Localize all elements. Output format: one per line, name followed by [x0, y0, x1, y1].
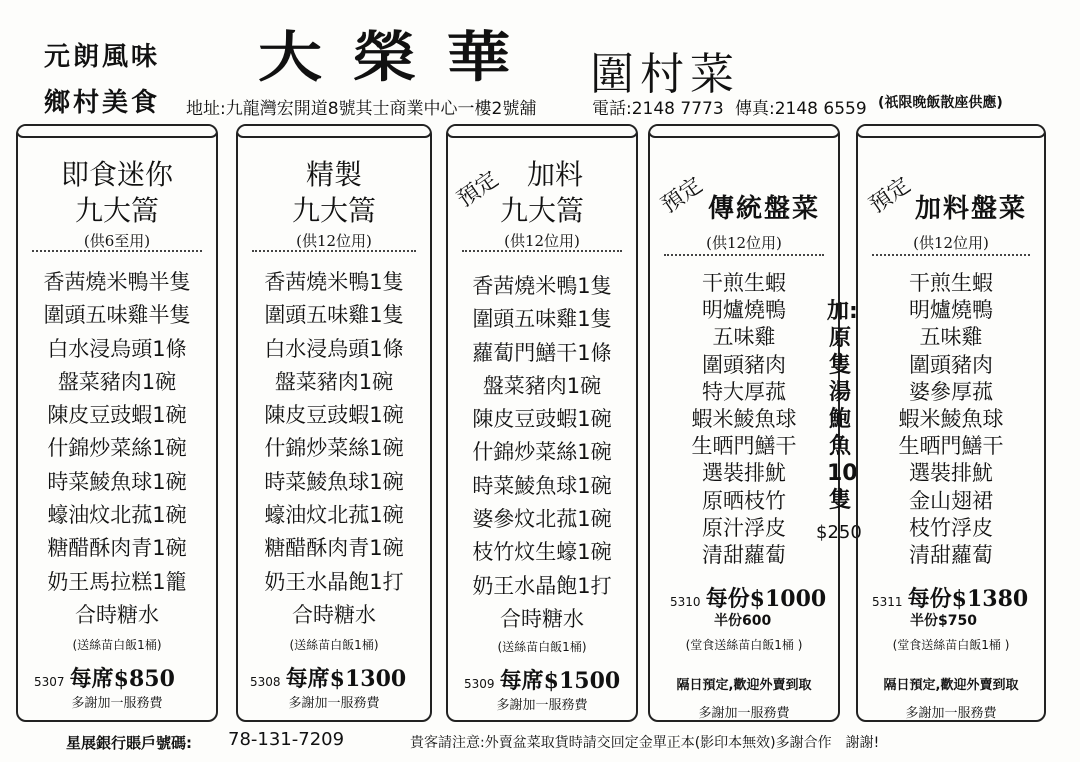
- abalone-addon-price: $250: [816, 522, 862, 543]
- panel-title: 加料盤菜: [914, 194, 1027, 224]
- dish-item: 香茜燒米鴨1隻: [472, 274, 612, 298]
- panel-title: 傳統盤菜: [707, 194, 820, 224]
- panel-title-line-2: 九大篙: [499, 194, 584, 227]
- price-line: [464, 664, 620, 695]
- dish-item: 婆參炆北菰1碗: [472, 507, 612, 532]
- dish-item: 陳皮豆豉蝦1碗: [472, 407, 612, 432]
- price-line: [250, 662, 406, 693]
- dish-item: 盤菜豬肉1碗: [482, 373, 602, 398]
- service-charge: 多謝加一服務費: [288, 696, 380, 711]
- set-code: 5309: [464, 677, 495, 691]
- dish-item: 圍頭五味雞半隻: [43, 303, 191, 328]
- dotted-divider: [462, 250, 622, 252]
- menu-panel-5307: [16, 124, 218, 722]
- dish-item: 盤菜豬肉1碗: [274, 369, 394, 394]
- preorder-tag: 預定: [656, 172, 708, 219]
- dish-item: 枝竹浮皮: [909, 515, 993, 540]
- phone: 電話:2148 7773: [592, 99, 724, 119]
- dish-item: 圍頭五味雞1隻: [472, 307, 612, 332]
- dish-item: 糖醋酥肉青1碗: [264, 536, 404, 561]
- service-charge: 多謝加一服務費: [905, 706, 997, 721]
- dish-item: 五味雞: [919, 325, 983, 350]
- dish-item: 時菜鯪魚球1碗: [47, 469, 187, 494]
- dish-item: 陳皮豆豉蝦1碗: [47, 403, 187, 428]
- dish-list: [650, 270, 838, 569]
- dish-item: 金山翅裙: [909, 488, 993, 513]
- takeaway-notice: 貴客請注意:外賣盆菜取貨時請交回定金單正本(影印本無效)多謝合作 謝謝!: [410, 735, 880, 751]
- dish-item: 合時糖水: [500, 606, 584, 631]
- panel-title-line-1: 加料: [526, 158, 583, 191]
- slogan-line-1: 元朗風味: [44, 42, 161, 72]
- dish-item: 什錦炒菜絲1碗: [472, 440, 612, 465]
- dish-item: 蘿蔔門鱔干1條: [472, 340, 612, 365]
- dish-item: 奶王水晶飽1打: [264, 569, 404, 594]
- dotted-divider: [252, 250, 416, 252]
- preorder-notice: 隔日預定,歡迎外賣到取: [676, 678, 812, 693]
- dish-item: 圍頭豬肉: [909, 352, 993, 377]
- dish-list: [448, 270, 636, 636]
- menu-panel-5311: [856, 124, 1046, 722]
- dish-item: 干煎生蝦: [909, 271, 993, 295]
- restaurant-subtitle: 圍村菜: [590, 49, 740, 100]
- dish-item: 蝦米鯪魚球: [691, 406, 797, 431]
- set-code: 5310: [670, 595, 701, 609]
- dish-item: 白水浸烏頭1條: [264, 336, 404, 361]
- fax: 傳真:2148 6559: [735, 99, 867, 119]
- set-price: 每席$850: [69, 666, 175, 692]
- scroll-edge: [236, 124, 432, 138]
- preorder-tag: 預定: [864, 172, 916, 219]
- dinner-note: (祇限晚飯散座供應): [878, 95, 1003, 111]
- dish-item: 特大厚菰: [702, 379, 786, 404]
- half-portion-price: 半份600: [714, 613, 772, 629]
- menu-panel-5308: [236, 124, 432, 722]
- dish-item: 原汁浮皮: [702, 515, 786, 540]
- dish-list: [858, 270, 1044, 569]
- serving-size: (供12位用): [504, 232, 580, 250]
- dish-item: 蝦米鯪魚球: [898, 406, 1004, 431]
- dish-item: 合時糖水: [292, 602, 376, 627]
- dish-item: 合時糖水: [75, 602, 159, 627]
- set-code: 5307: [34, 675, 65, 689]
- dish-item: 奶王水晶飽1打: [472, 573, 612, 598]
- panel-title-line-2: 九大篙: [74, 194, 159, 227]
- dish-item: 什錦炒菜絲1碗: [47, 436, 187, 461]
- dish-item: 明爐燒鴨: [702, 298, 786, 323]
- dotted-divider: [32, 250, 202, 252]
- dish-item: 清甜蘿蔔: [702, 542, 786, 567]
- set-code: 5311: [872, 595, 903, 609]
- panel-title-line-1: 精製: [305, 158, 362, 191]
- dish-item: 時菜鯪魚球1碗: [472, 473, 612, 498]
- dish-item: 盤菜豬肉1碗: [57, 369, 177, 394]
- service-charge: 多謝加一服務費: [496, 698, 588, 713]
- dish-item: 香茜燒米鴨半隻: [43, 270, 191, 294]
- dish-item: 明爐燒鴨: [909, 298, 993, 323]
- scroll-edge: [856, 124, 1046, 138]
- price-line: [872, 582, 1028, 613]
- menu-panel-5309: [446, 124, 638, 722]
- dish-item: 五味雞: [712, 325, 776, 350]
- set-price: 每份$1380: [907, 586, 1029, 612]
- dish-item: 蠔油炆北菰1碗: [264, 503, 404, 528]
- dish-item: 糖醋酥肉青1碗: [47, 536, 187, 561]
- serving-size: (供12位用): [296, 232, 372, 250]
- dish-list: [238, 266, 430, 632]
- slogan-line-2: 鄉村美食: [44, 88, 161, 118]
- half-portion-price: 半份$750: [910, 613, 977, 629]
- dish-item: 圍頭豬肉: [702, 352, 786, 377]
- serving-size: (供6至用): [83, 232, 151, 250]
- dish-item: 枝竹炆生蠔1碗: [472, 540, 612, 565]
- serving-size: (供12位用): [706, 234, 782, 252]
- price-line: [34, 662, 175, 693]
- panel-title-line-1: 即食迷你: [60, 158, 173, 191]
- rice-gift-note: (堂食送絲苗白飯1桶 ): [685, 638, 803, 652]
- dish-item: 選裝排魷: [702, 461, 786, 486]
- dish-item: 婆參厚菰: [909, 379, 993, 404]
- set-price: 每份$1000: [705, 586, 827, 612]
- dish-item: 時菜鯪魚球1碗: [264, 469, 404, 494]
- dish-item: 香茜燒米鴨1隻: [264, 270, 404, 294]
- dish-item: 蠔油炆北菰1碗: [47, 503, 187, 528]
- rice-gift-note: (送絲苗白飯1桶): [72, 638, 162, 652]
- dotted-divider: [872, 254, 1030, 256]
- dish-item: 生晒門鱔干: [691, 434, 797, 459]
- menu-panel-5310: [648, 124, 840, 722]
- dish-list: [18, 266, 216, 632]
- scroll-edge: [16, 124, 218, 138]
- dish-item: 原晒枝竹: [702, 488, 786, 513]
- dish-item: 圍頭五味雞1隻: [264, 303, 404, 328]
- dish-item: 清甜蘿蔔: [909, 542, 993, 567]
- dish-item: 奶王馬拉糕1籠: [47, 569, 187, 594]
- panel-title-line-2: 九大篙: [291, 194, 376, 227]
- serving-size: (供12位用): [913, 234, 989, 252]
- scroll-edge: [446, 124, 638, 138]
- dish-item: 生晒門鱔干: [898, 434, 1004, 459]
- set-price: 每席$1300: [285, 666, 407, 692]
- set-price: 每席$1500: [499, 668, 621, 694]
- restaurant-brand: 大 榮 華: [258, 25, 515, 90]
- dish-item: 選裝排魷: [909, 461, 993, 486]
- dish-item: 什錦炒菜絲1碗: [264, 436, 404, 461]
- address: 地址:九龍灣宏開道8號其士商業中心一樓2號舖: [186, 99, 537, 119]
- dish-item: 陳皮豆豉蝦1碗: [264, 403, 404, 428]
- dotted-divider: [664, 254, 824, 256]
- set-code: 5308: [250, 675, 281, 689]
- abalone-addon-text: 加:原隻湯鮑魚10隻: [827, 299, 858, 513]
- price-line: [670, 582, 826, 613]
- dish-item: 干煎生蝦: [702, 271, 786, 295]
- dish-item: 白水浸烏頭1條: [47, 336, 187, 361]
- rice-gift-note: (送絲苗白飯1桶): [497, 640, 587, 654]
- preorder-notice: 隔日預定,歡迎外賣到取: [883, 678, 1019, 693]
- scroll-edge: [648, 124, 840, 138]
- service-charge: 多謝加一服務費: [698, 706, 790, 721]
- preorder-tag: 預定: [452, 166, 504, 213]
- bank-account-label: 星展銀行賬戶號碼:: [66, 734, 192, 752]
- rice-gift-note: (送絲苗白飯1桶): [289, 638, 379, 652]
- rice-gift-note: (堂食送絲苗白飯1桶 ): [892, 638, 1010, 652]
- bank-account-number: 78-131-7209: [228, 729, 345, 750]
- service-charge: 多謝加一服務費: [71, 696, 163, 711]
